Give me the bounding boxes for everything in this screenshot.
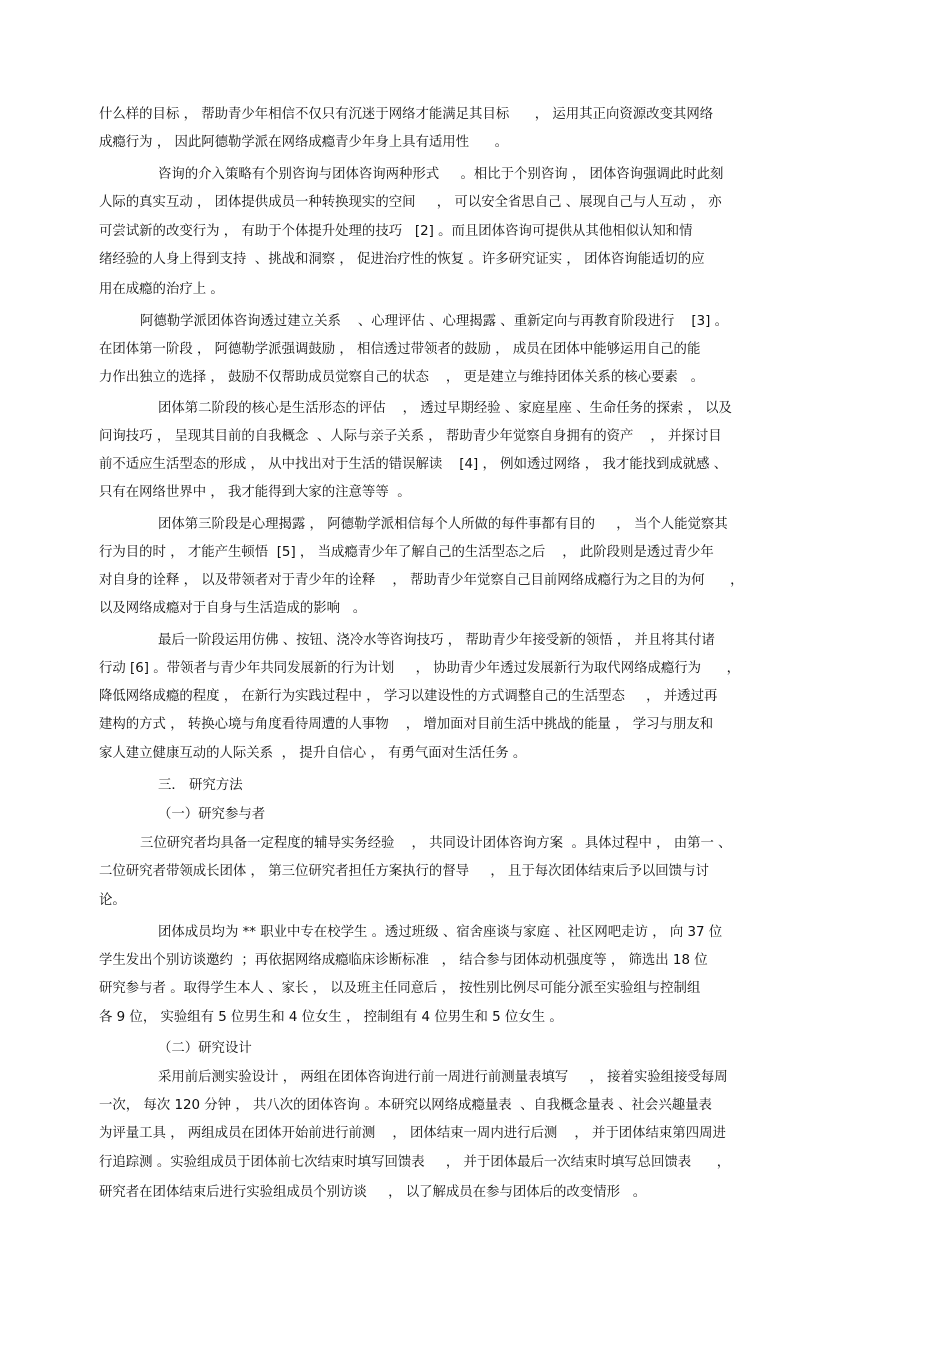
- text-line: 论。: [99, 893, 126, 908]
- section-heading: 三． 研究方法: [158, 778, 243, 793]
- text-line: 可尝试新的改变行为 ， 有助于个体提升处理的技巧 [2] 。而且团体咨询可提供从其他相似认知和情: [99, 224, 693, 239]
- text-line: 采用前后测实验设计 ， 两组在团体咨询进行前一周进行前测量表填写 ， 接着实验组接受每周: [158, 1070, 728, 1085]
- text-line: 降低网络成瘾的程度 ， 在新行为实践过程中 ， 学习以建设性的方式调整自己的生活型态 ， 并透过再: [99, 689, 718, 704]
- text-line: 各 9 位， 实验组有 5 位男生和 4 位女生 ， 控制组有 4 位男生和 5 位女生 。: [99, 1010, 563, 1025]
- text-line: 三位研究者均具备一定程度的辅导实务经验 ， 共同设计团体咨询方案 。具体过程中 ， 由第一 、: [140, 836, 732, 851]
- text-line: 家人建立健康互动的人际关系 ， 提升自信心 ， 有勇气面对生活任务 。: [99, 746, 527, 761]
- text-line: 建构的方式 ， 转换心境与角度看待周遭的人事物 ， 增加面对目前生活中挑战的能量 ， 学习与朋友和: [99, 717, 714, 732]
- text-line: 二位研究者带领成长团体 ， 第三位研究者担任方案执行的督导 ， 且于每次团体结束后予以回馈与讨: [99, 864, 709, 879]
- text-line: 研究者在团体结束后进行实验组成员个别访谈 ， 以了解成员在参与团体后的改变情形 。: [99, 1185, 647, 1200]
- text-line: 在团体第一阶段 ， 阿德勒学派强调鼓励 ， 相信透过带领者的鼓励 ， 成员在团体中能够运用自己的能: [99, 342, 701, 357]
- text-line: 对自身的诠释 ， 以及带领者对于青少年的诠释 ， 帮助青少年觉察自己目前网络成瘾行为之目的为何 ，: [99, 573, 744, 588]
- text-line: 为评量工具 ， 两组成员在团体开始前进行前测 ， 团体结束一周内进行后测 ， 并于团体结束第四周进: [99, 1126, 726, 1141]
- text-line: 只有在网络世界中 ， 我才能得到大家的注意等等 。: [99, 485, 411, 500]
- subsection-heading: （一）研究参与者: [158, 807, 266, 822]
- text-line: 行为目的时 ， 才能产生顿悟 [5] ， 当成瘾青少年了解自己的生活型态之后 ， 此阶段则是透过青少年: [99, 545, 714, 560]
- text-line: 什么样的目标 ， 帮助青少年相信不仅只有沉迷于网络才能满足其目标 ， 运用其正向资源改变其网络: [99, 107, 714, 122]
- text-line: 咨询的介入策略有个别咨询与团体咨询两种形式 。相比于个别咨询 ， 团体咨询强调此时此刻: [158, 167, 724, 182]
- text-line: 团体第三阶段是心理揭露 ， 阿德勒学派相信每个人所做的每件事都有目的 ， 当个人能觉察其: [158, 517, 728, 532]
- text-line: 团体第二阶段的核心是生活形态的评估 ， 透过早期经验 、家庭星座 、生命任务的探索 ， 以及: [158, 401, 732, 416]
- text-line: 前不适应生活型态的形成 ， 从中找出对于生活的错误解读 [4] ， 例如透过网络 ， 我才能找到成就感 、: [99, 457, 728, 472]
- text-line: 用在成瘾的治疗上 。: [99, 282, 224, 297]
- text-line: 行追踪测 。实验组成员于团体前七次结束时填写回馈表 ， 并于团体最后一次结束时填写总回馈表 ，: [99, 1155, 731, 1170]
- text-line: 一次， 每次 120 分钟 ， 共八次的团体咨询 。本研究以网络成瘾量表 、自我概念量表 、社会兴趣量表: [99, 1098, 712, 1113]
- text-line: 学生发出个别访谈邀约 ；再依据网络成瘾临床诊断标准 ， 结合参与团体动机强度等 ， 筛选出 18 位: [99, 953, 708, 968]
- text-line: 绪经验的人身上得到支持 、挑战和洞察 ， 促进治疗性的恢复 。许多研究证实 ， 团体咨询能适切的应: [99, 252, 705, 267]
- text-line: 阿德勒学派团体咨询透过建立关系 、心理评估 、心理揭露 、重新定向与再教育阶段进行 [3] 。: [140, 314, 729, 329]
- text-line: 团体成员均为 ** 职业中专在校学生 。透过班级 、宿舍座谈与家庭 、社区网吧走访 ， 向 37 位: [158, 925, 723, 940]
- text-line: 人际的真实互动 ， 团体提供成员一种转换现实的空间 ， 可以安全省思自己 、展现自己与人互动 ， 亦: [99, 195, 722, 210]
- text-line: 研究参与者 。取得学生本人 、家长 ， 以及班主任同意后 ， 按性别比例尽可能分派至实验组与控制组: [99, 981, 701, 996]
- text-line: 以及网络成瘾对于自身与生活造成的影响 。: [99, 601, 367, 616]
- text-line: 最后一阶段运用仿佛 、按钮、浇冷水等咨询技巧 ， 帮助青少年接受新的领悟 ， 并且将其付诸: [158, 633, 715, 648]
- text-line: 力作出独立的选择 ， 鼓励不仅帮助成员觉察自己的状态 ， 更是建立与维持团体关系的核心要素 。: [99, 370, 704, 385]
- text-line: 行动 [6] 。带领者与青少年共同发展新的行为计划 ， 协助青少年透过发展新行为取代网络成瘾行为 ，: [99, 661, 740, 676]
- subsection-heading: （二）研究设计: [158, 1041, 252, 1056]
- text-line: 成瘾行为 ， 因此阿德勒学派在网络成瘾青少年身上具有适用性 。: [99, 135, 508, 150]
- text-line: 问询技巧 ， 呈现其目前的自我概念 、人际与亲子关系 ， 帮助青少年觉察自身拥有的资产 ， 并探讨目: [99, 429, 722, 444]
